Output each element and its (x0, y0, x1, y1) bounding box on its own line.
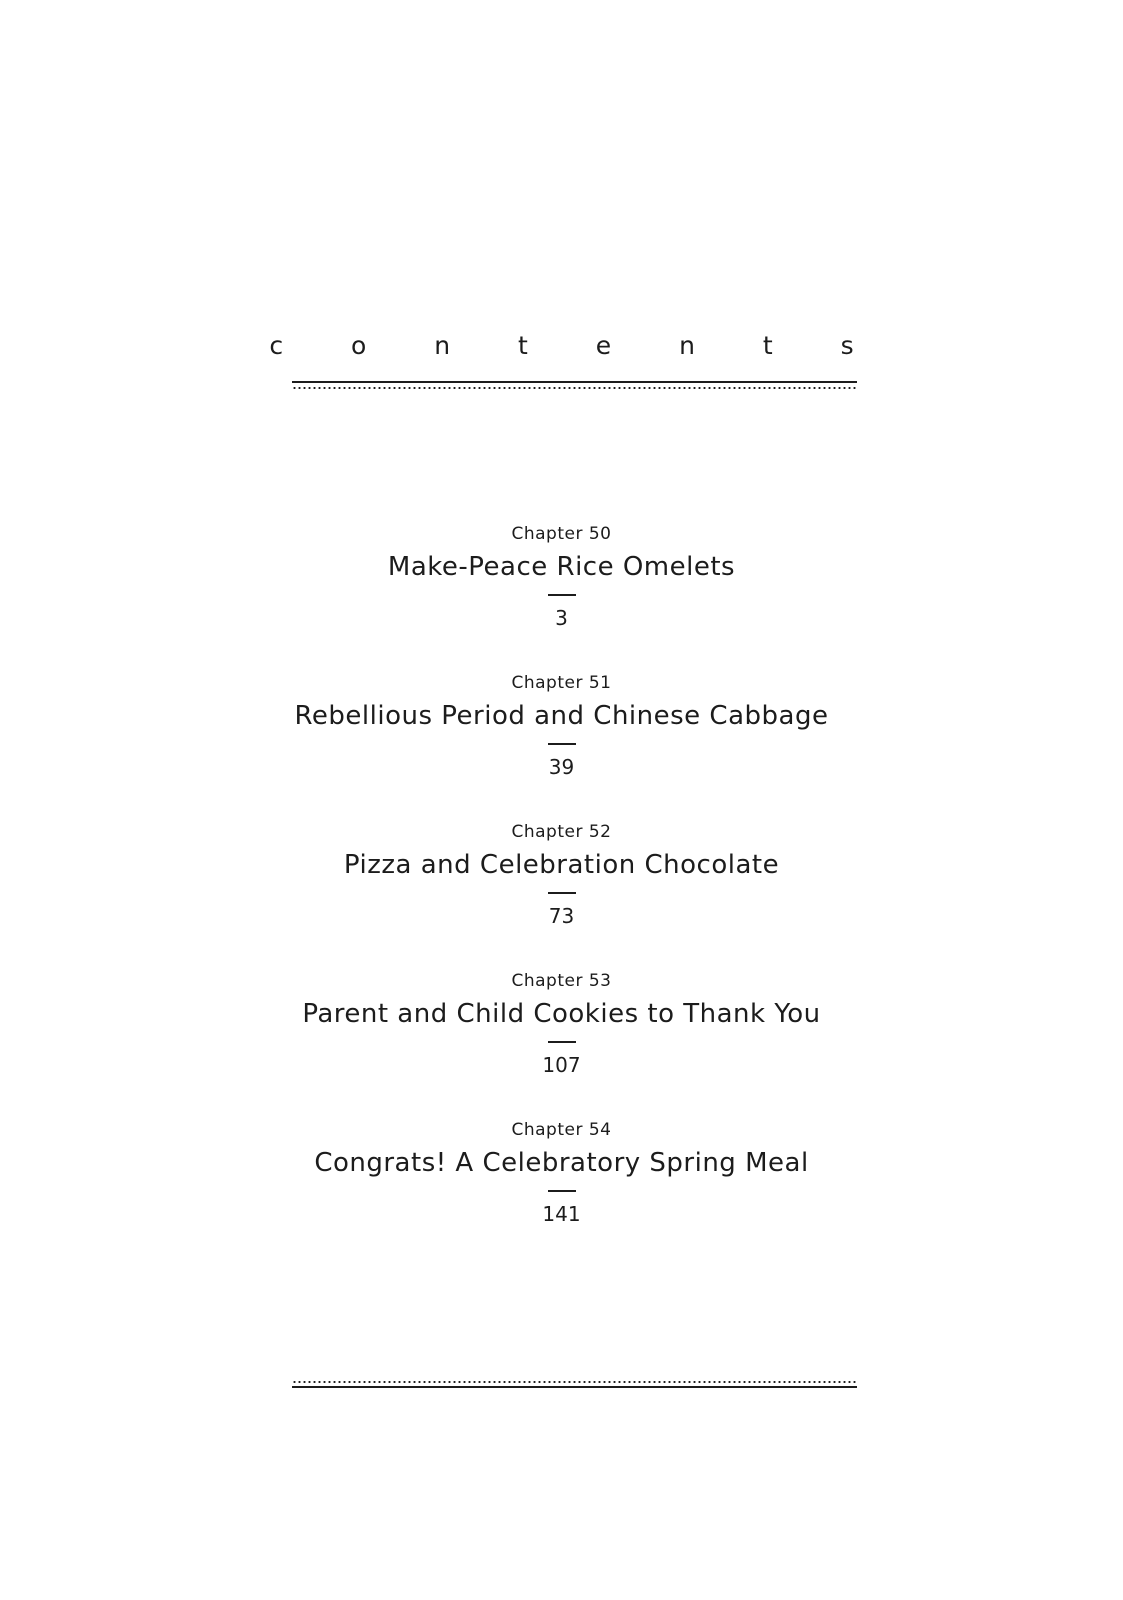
chapter-label: Chapter 50 (511, 524, 612, 544)
chapter-page-number: 39 (548, 755, 575, 779)
chapter-label: Chapter 52 (511, 822, 612, 842)
chapter-page-number: 141 (542, 1202, 581, 1226)
chapter-title: Parent and Child Cookies to Thank You (302, 999, 821, 1029)
chapter-page-number: 107 (542, 1053, 581, 1077)
chapter-dash (548, 1190, 576, 1192)
toc-entry-chapter-51[interactable] (0, 672, 1123, 780)
toc-entry-chapter-50[interactable] (0, 523, 1123, 631)
chapter-title: Make-Peace Rice Omelets (387, 552, 736, 582)
chapter-label: Chapter 51 (511, 673, 612, 693)
chapter-label: Chapter 53 (511, 971, 612, 991)
toc-entry-chapter-52[interactable] (0, 821, 1123, 929)
chapter-page-number: 73 (548, 904, 575, 928)
bottom-divider-dotted-line (292, 1381, 857, 1383)
chapter-label: Chapter 54 (511, 1120, 612, 1140)
chapter-title: Pizza and Celebration Chocolate (343, 850, 780, 880)
chapter-page-number: 3 (555, 606, 568, 630)
top-divider-solid-line (292, 381, 857, 383)
top-divider-dotted-line (292, 387, 857, 389)
chapter-dash (548, 892, 576, 894)
toc-entry-chapter-54[interactable] (0, 1119, 1123, 1227)
bottom-divider-solid-line (292, 1386, 857, 1388)
chapter-title: Congrats! A Celebratory Spring Meal (314, 1148, 809, 1178)
chapter-dash (548, 1041, 576, 1043)
chapter-dash (548, 743, 576, 745)
chapter-title: Rebellious Period and Chinese Cabbage (294, 701, 829, 731)
chapter-dash (548, 594, 576, 596)
bottom-divider (292, 1381, 857, 1389)
toc-entry-chapter-53[interactable] (0, 970, 1123, 1078)
contents-heading: c o n t e n t s (269, 331, 884, 360)
top-divider (292, 381, 857, 389)
